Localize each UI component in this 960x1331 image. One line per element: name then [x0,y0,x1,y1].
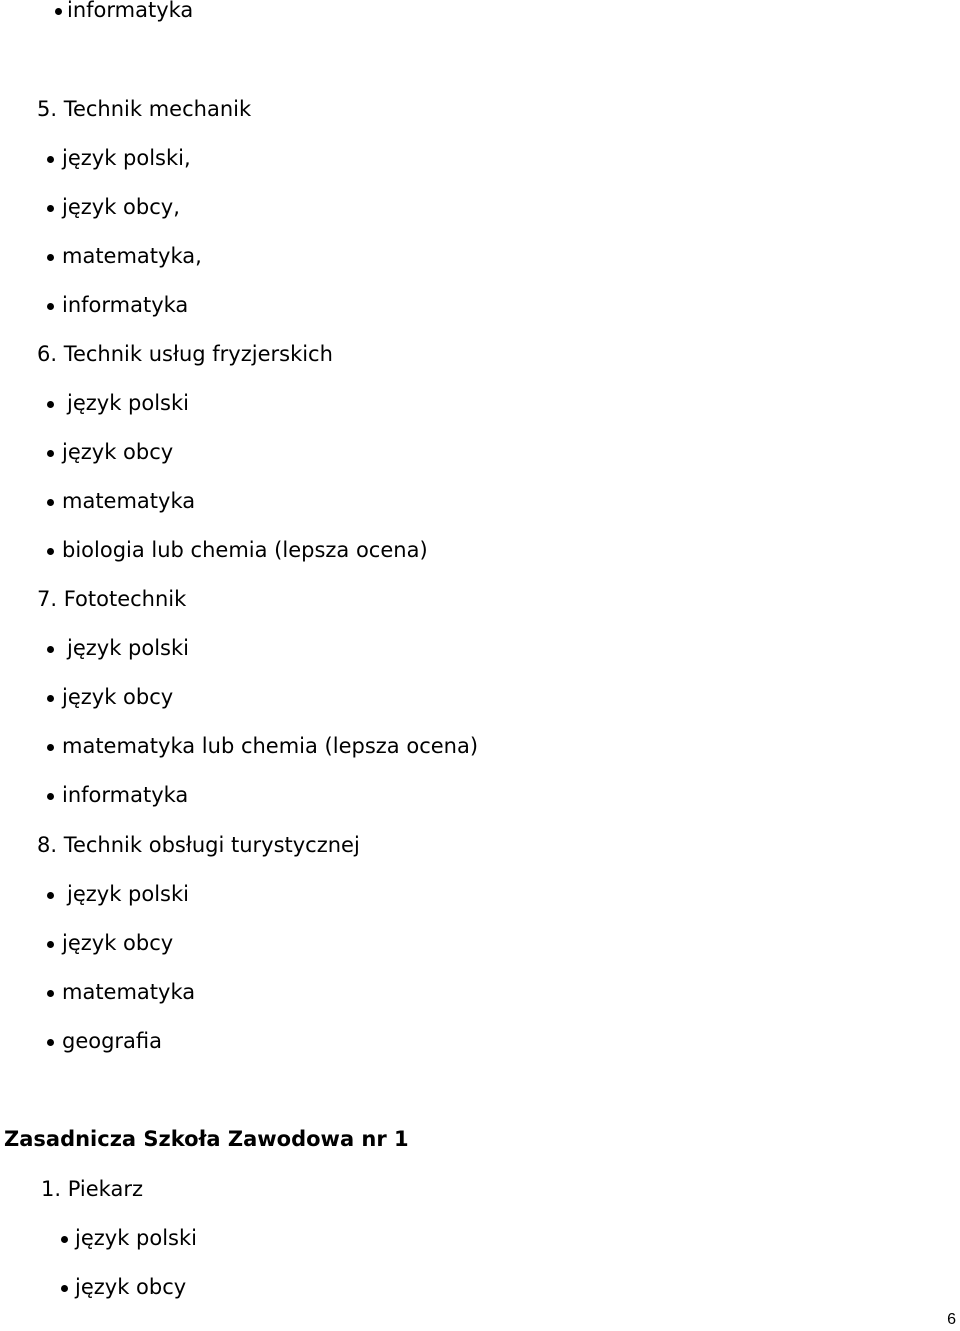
bullet-icon [61,1285,68,1292]
bullet-icon [55,8,62,15]
program-heading: 7. Fototechnik [37,587,187,611]
subject-item: biologia lub chemia (lepsza ocena) [62,538,428,562]
bullet-icon [47,941,54,948]
subject-item: język obcy, [62,195,180,219]
subject-item: język obcy [62,440,174,464]
bullet-icon [47,695,54,702]
bullet-icon [47,156,54,163]
subject-item: matematyka lub chemia (lepsza ocena) [62,734,479,758]
bullet-icon [47,401,54,408]
program-heading: 1. Piekarz [41,1177,143,1201]
bullet-icon [47,450,54,457]
subject-item: informatyka [62,783,189,807]
program-heading: 6. Technik usług fryzjerskich [37,342,333,366]
subject-item: język polski [67,391,189,415]
subject-item: język obcy [62,685,174,709]
subject-item: informatyka [67,0,194,22]
bullet-icon [47,205,54,212]
bullet-icon [47,892,54,899]
bullet-icon [47,548,54,555]
subject-item: język polski [75,1226,197,1250]
program-heading: 8. Technik obsługi turystycznej [37,833,360,857]
bullet-icon [47,990,54,997]
bullet-icon [47,793,54,800]
subject-item: język polski [67,882,189,906]
bullet-icon [47,646,54,653]
subject-item: język polski, [62,146,191,170]
subject-item: geografia [62,1029,163,1053]
bullet-icon [61,1236,68,1243]
subject-item: język obcy [62,931,174,955]
subject-item: matematyka [62,489,196,513]
subject-item: język polski [67,636,189,660]
page-number: 6 [947,1311,956,1328]
bullet-icon [47,499,54,506]
bullet-icon [47,254,54,261]
subject-item: język obcy [75,1275,187,1299]
bullet-icon [47,744,54,751]
bullet-icon [47,1039,54,1046]
program-heading: 5. Technik mechanik [37,97,252,121]
subject-item: informatyka [62,293,189,317]
school-title: Zasadnicza Szkoła Zawodowa nr 1 [4,1127,409,1151]
subject-item: matematyka, [62,244,202,268]
bullet-icon [47,303,54,310]
subject-item: matematyka [62,980,196,1004]
